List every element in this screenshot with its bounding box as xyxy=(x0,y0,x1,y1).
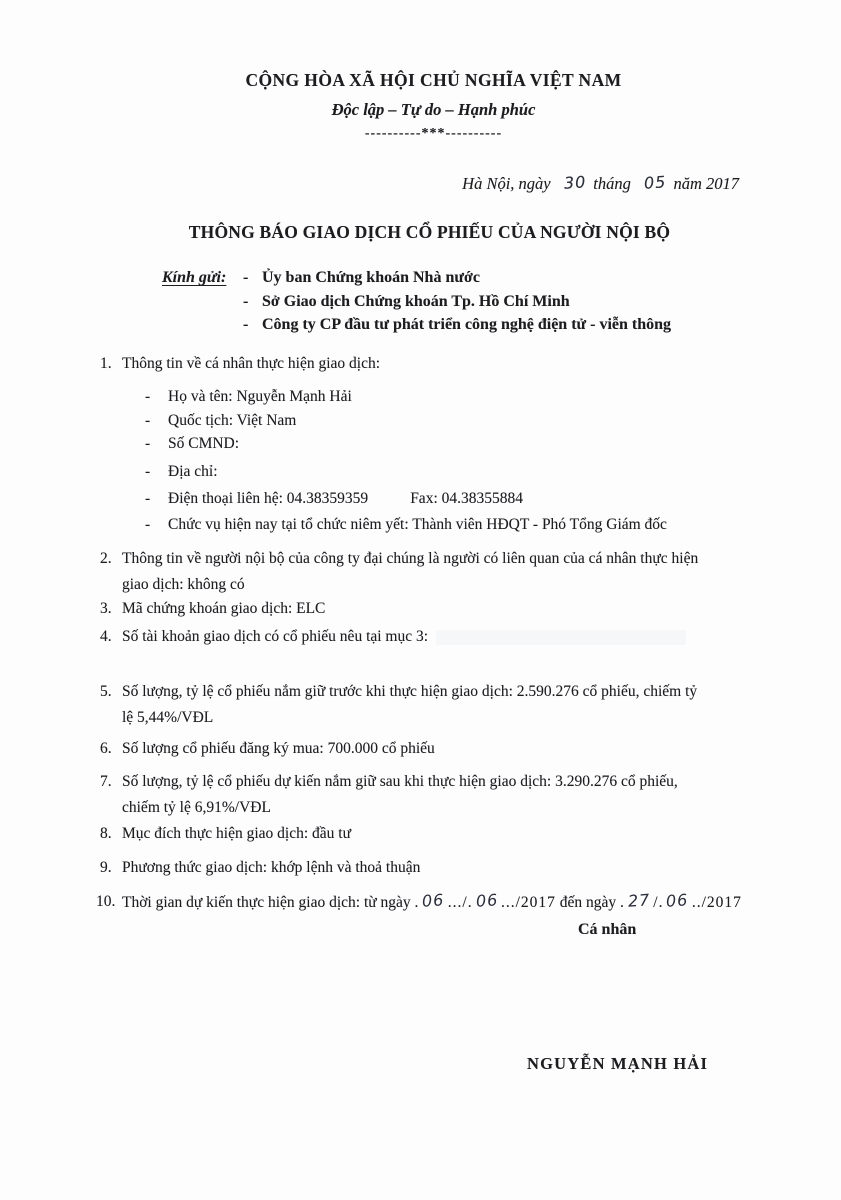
item-number: 8. xyxy=(100,825,112,842)
section-4 xyxy=(100,625,791,648)
section-2-line2: giao dịch: không có xyxy=(122,576,245,593)
section-10 xyxy=(96,890,791,914)
dots: .../2017 xyxy=(500,894,556,911)
person-nationality: Quốc tịch: Việt Nam xyxy=(168,412,297,429)
section-2-continued xyxy=(100,573,791,596)
section-2-line1: Thông tin về người nội bộ của công ty đại chúng là người có liên quan của cá nhân thực hiện xyxy=(122,550,699,567)
person-address-line xyxy=(100,460,791,483)
person-phone: Điện thoại liên hệ: 04.38359359 xyxy=(168,490,369,507)
person-position-line xyxy=(100,513,791,536)
item-number: 2. xyxy=(100,550,112,567)
section-3 xyxy=(100,597,791,620)
dash-bullet: - xyxy=(243,292,249,310)
dash-bullet: - xyxy=(145,463,151,480)
handwritten-to-day: 27 xyxy=(627,890,651,911)
dots: . xyxy=(620,894,625,911)
numbered-list xyxy=(96,352,791,914)
handwritten-day: 30 xyxy=(563,172,587,193)
handwritten-from-day: 06 xyxy=(421,890,446,911)
section-8 xyxy=(100,822,791,845)
handwritten-to-month: 06 xyxy=(665,890,690,911)
recipient-row xyxy=(162,313,671,337)
dash-bullet: - xyxy=(145,388,151,405)
section-5 xyxy=(100,680,791,703)
person-nationality-line xyxy=(100,409,791,432)
item-number: 6. xyxy=(100,740,112,757)
national-header xyxy=(0,70,841,142)
section-10-prefix: Thời gian dự kiến thực hiện giao dịch: từ ngày xyxy=(122,894,411,911)
dots: . xyxy=(414,894,420,911)
recipient-row xyxy=(162,290,671,314)
section-8-text: Mục đích thực hiện giao dịch: đầu tư xyxy=(122,825,352,842)
dash-bullet: - xyxy=(243,269,249,286)
recipient-item: Ủy ban Chứng khoán Nhà nước xyxy=(262,269,480,286)
date-line xyxy=(462,174,745,194)
section-9-text: Phương thức giao dịch: khớp lệnh và thoả thuận xyxy=(122,859,421,876)
dots: /. xyxy=(653,894,664,911)
date-place: Hà Nội, ngày xyxy=(462,174,551,193)
person-name: Họ và tên: Nguyễn Mạnh Hải xyxy=(168,388,352,405)
section-3-text: Mã chứng khoán giao dịch: ELC xyxy=(122,600,326,617)
date-month-label: tháng xyxy=(593,174,631,193)
section-10-to-label: đến ngày xyxy=(559,894,617,911)
signature-role: Cá nhân xyxy=(578,921,637,938)
section-1 xyxy=(100,352,791,375)
section-7-continued xyxy=(100,796,791,819)
person-position: Chức vụ hiện nay tại tổ chức niêm yết: Thành viên HĐQT - Phó Tổng Giám đốc xyxy=(168,516,667,533)
section-7-line2: chiếm tỷ lệ 6,91%/VĐL xyxy=(122,799,271,816)
recipient-row xyxy=(162,266,671,290)
section-2 xyxy=(100,547,791,570)
section-5-line1: Số lượng, tỷ lệ cổ phiếu nắm giữ trước khi thực hiện giao dịch: 2.590.276 cổ phiếu, chiếm tỷ xyxy=(122,683,698,700)
header-divider: ----------***---------- xyxy=(364,126,503,141)
item-number: 1. xyxy=(100,355,112,372)
national-title: CỘNG HÒA XÃ HỘI CHỦ NGHĨA VIỆT NAM xyxy=(245,70,622,90)
section-5-line2: lệ 5,44%/VĐL xyxy=(122,709,214,726)
dash-bullet: - xyxy=(243,316,249,333)
section-9 xyxy=(100,856,791,879)
redacted-area xyxy=(436,630,686,645)
recipients-block xyxy=(162,266,671,337)
item-number: 7. xyxy=(100,773,112,790)
person-id: Số CMND: xyxy=(168,435,240,452)
item-number: 9. xyxy=(100,859,112,876)
section-4-text: Số tài khoản giao dịch có cổ phiếu nêu tại mục 3: xyxy=(122,628,429,645)
person-phone-line xyxy=(100,487,791,510)
recipient-item: Công ty CP đầu tư phát triển công nghệ điện tử - viễn thông xyxy=(262,316,672,333)
section-7 xyxy=(100,770,791,793)
handwritten-month: 05 xyxy=(643,172,667,193)
item-number: 3. xyxy=(100,600,112,617)
document-title: THÔNG BÁO GIAO DỊCH CỔ PHIẾU CỦA NGƯỜI NỘI BỘ xyxy=(188,222,671,242)
section-6-text: Số lượng cổ phiếu đăng ký mua: 700.000 cổ phiếu xyxy=(122,740,435,757)
dash-bullet: - xyxy=(145,435,151,452)
section-5-continued xyxy=(100,706,791,729)
handwritten-from-month: 06 xyxy=(474,890,499,911)
item-number: 10. xyxy=(96,893,116,910)
item-number: 5. xyxy=(100,683,112,700)
dots: ../2017 xyxy=(691,894,742,911)
item-number: 4. xyxy=(100,628,112,645)
person-fax: Fax: 04.38355884 xyxy=(410,490,523,507)
section-7-line1: Số lượng, tỷ lệ cổ phiếu dự kiến nắm giữ sau khi thực hiện giao dịch: 3.290.276 cổ phiếu, xyxy=(122,773,678,790)
section-6 xyxy=(100,737,791,760)
person-address: Địa chỉ: xyxy=(168,463,218,480)
date-year: năm 2017 xyxy=(673,174,739,193)
section-1-text: Thông tin về cá nhân thực hiện giao dịch: xyxy=(122,355,381,372)
national-motto: Độc lập – Tự do – Hạnh phúc xyxy=(331,100,536,119)
recipient-item: Sở Giao dịch Chứng khoán Tp. Hồ Chí Minh xyxy=(262,292,570,310)
dash-bullet: - xyxy=(145,490,151,507)
person-id-line xyxy=(100,432,791,455)
signature-name: NGUYỄN MẠNH HẢI xyxy=(527,1054,709,1073)
dash-bullet: - xyxy=(145,516,151,533)
dash-bullet: - xyxy=(145,412,151,429)
person-name-line xyxy=(100,385,791,408)
dots: .../. xyxy=(447,894,473,911)
recipients-label: Kính gửi: xyxy=(162,269,227,286)
